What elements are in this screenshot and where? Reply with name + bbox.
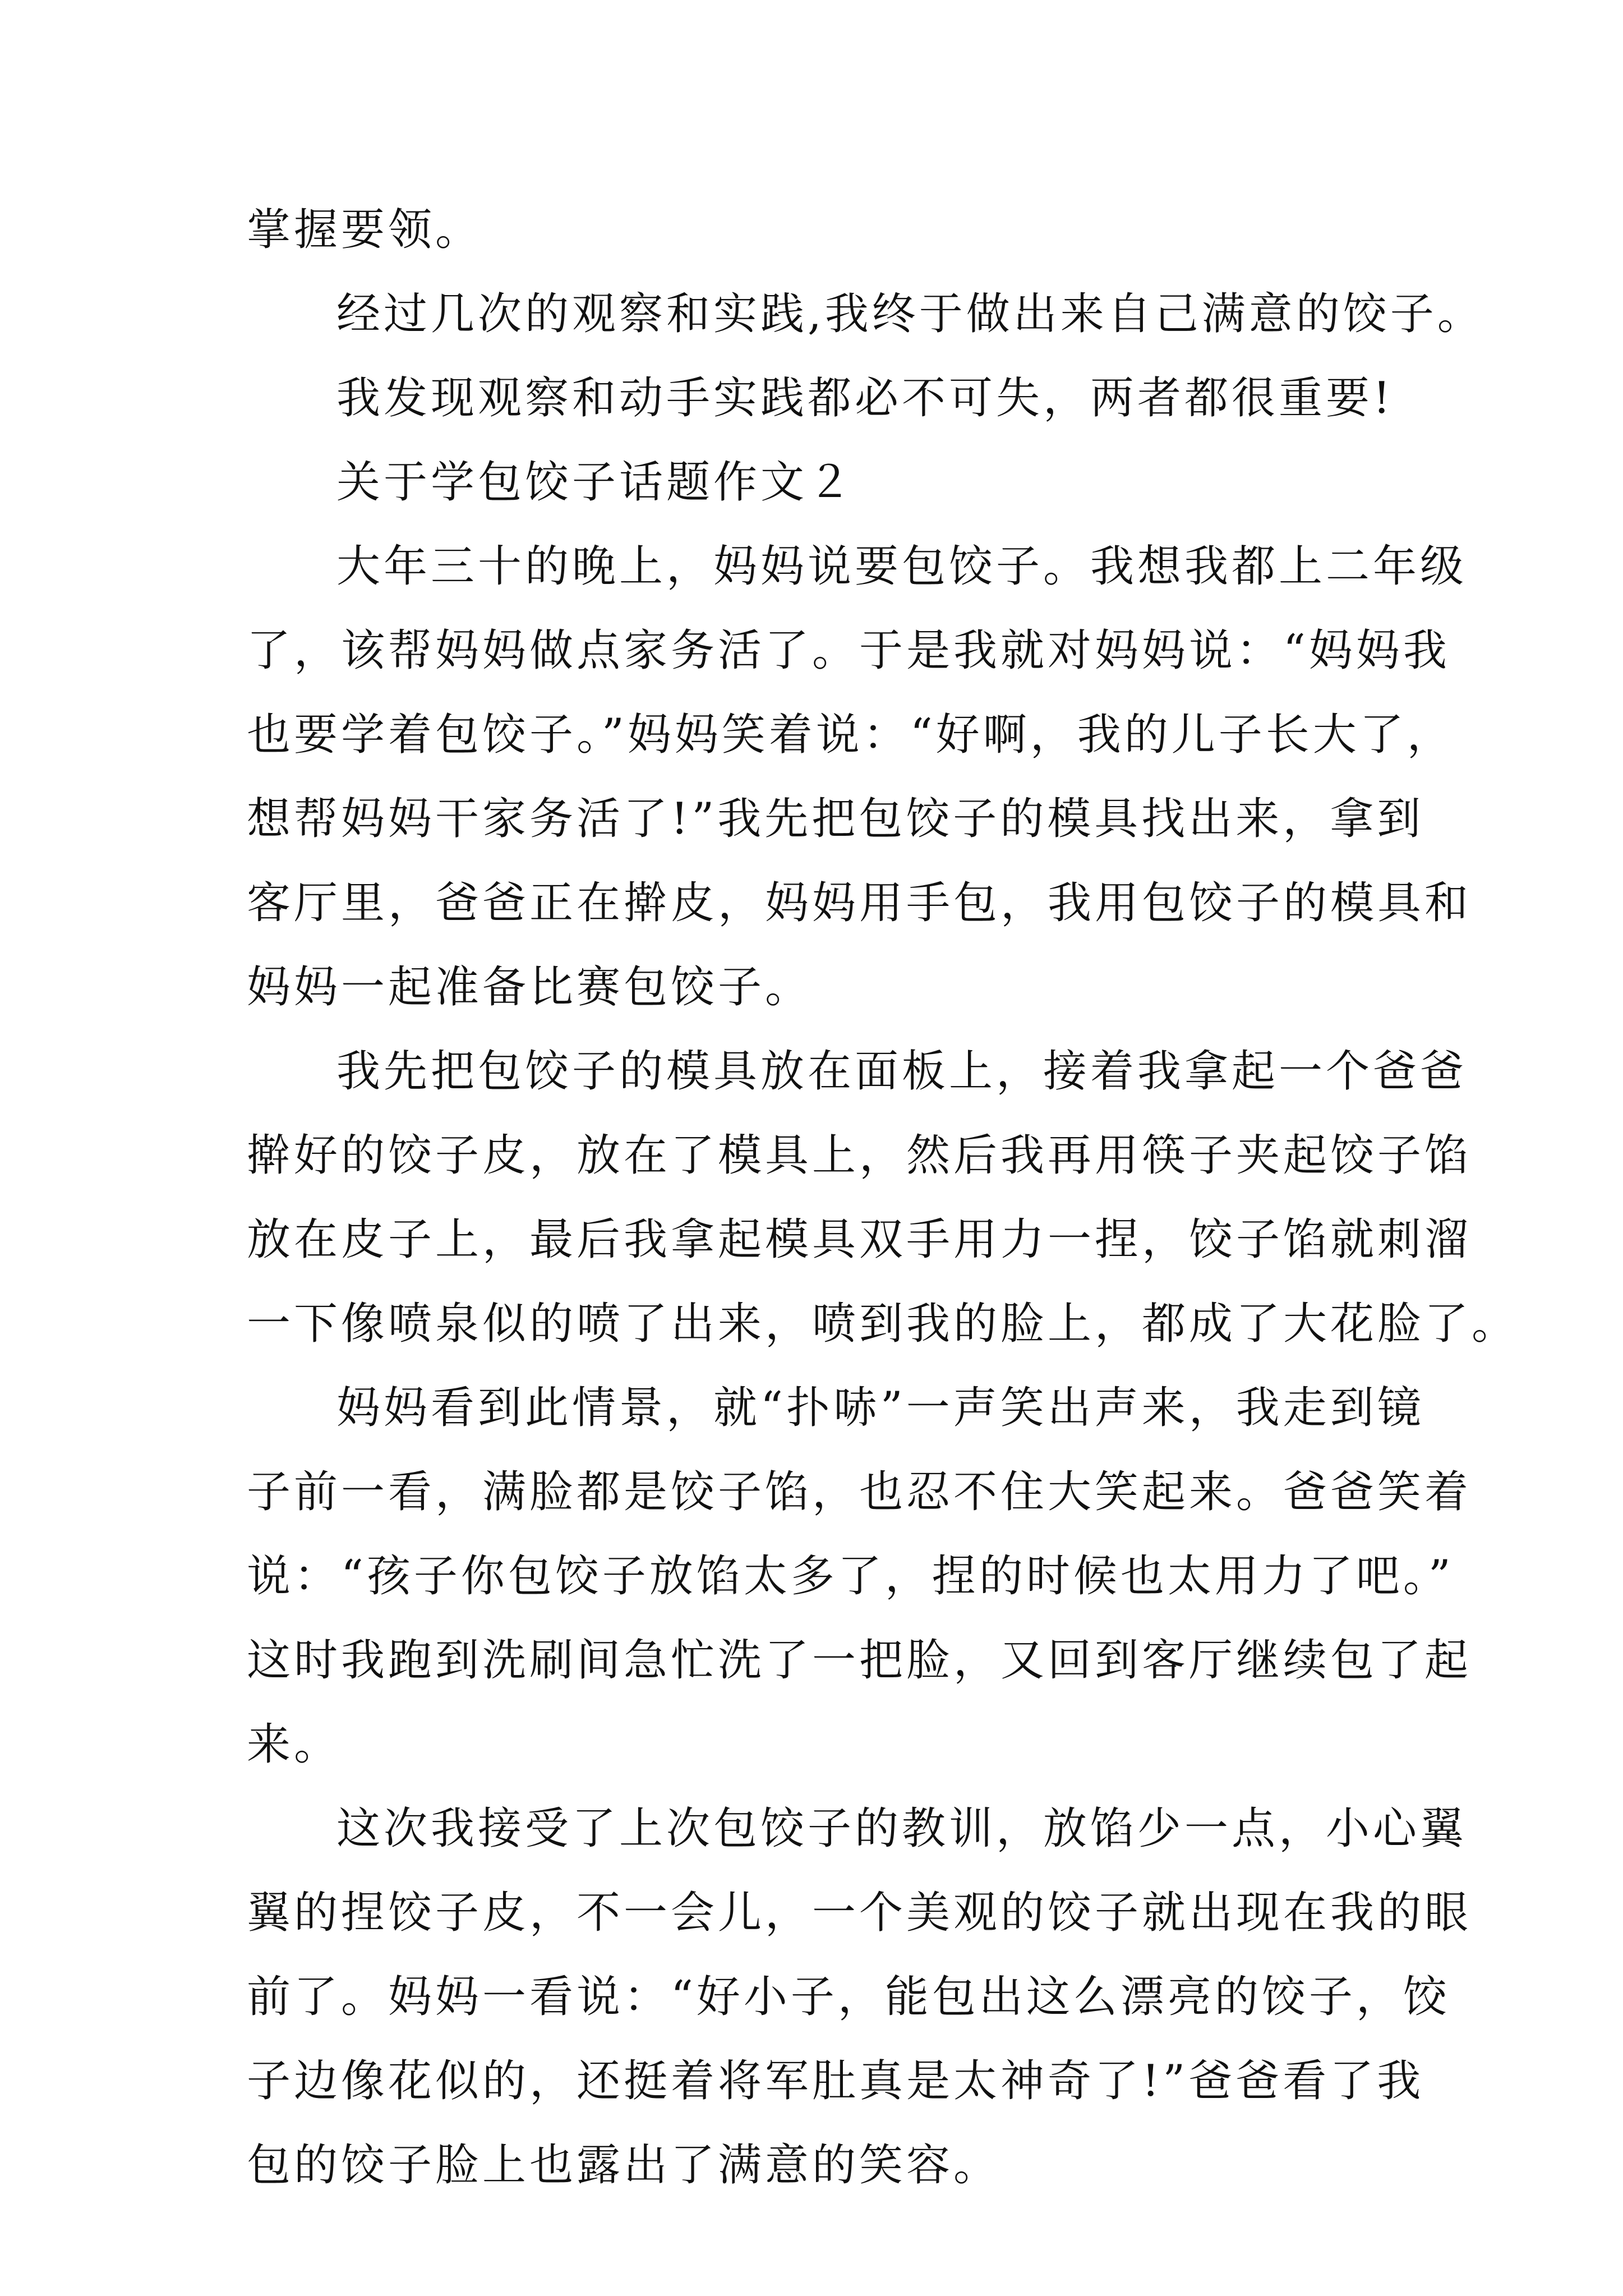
text-line: 客厅里，爸爸正在擀皮，妈妈用手包，我用包饺子的模具和 [247,878,1472,928]
text-line: 一下像喷泉似的喷了出来，喷到我的脸上，都成了大花脸了。 [247,1299,1519,1349]
text-line: 说：“孩子你包饺子放馅太多了，捏的时候也太用力了吧。” [247,1551,1454,1602]
text-line: 想帮妈妈干家务活了!”我先把包饺子的模具找出来，拿到 [247,794,1424,844]
text-line: 经过几次的观察和实践,我终于做出来自己满意的饺子。 [336,289,1484,339]
text-line: 前了。妈妈一看说：“好小子，能包出这么漂亮的饺子，饺 [247,1972,1450,2022]
text-line: 子边像花似的，还挺着将军肚真是太神奇了!”爸爸看了我 [247,2056,1424,2106]
text-line: 这次我接受了上次包饺子的教训，放馅少一点，小心翼 [336,1803,1468,1854]
text-line: 擀好的饺子皮，放在了模具上，然后我再用筷子夹起饺子馅 [247,1130,1472,1181]
text-line: 我先把包饺子的模具放在面板上，接着我拿起一个爸爸 [336,1046,1468,1097]
text-line: 我发现观察和动手实践都必不可失，两者都很重要! [336,373,1394,424]
text-line: 翼的捏饺子皮，不一会儿，一个美观的饺子就出现在我的眼 [247,1888,1472,1938]
text-line: 包的饺子脸上也露出了满意的笑容。 [247,2140,1001,2191]
text-line: 子前一看，满脸都是饺子馅，也忍不住大笑起来。爸爸笑着 [247,1467,1472,1517]
text-line: 大年三十的晚上，妈妈说要包饺子。我想我都上二年级 [336,541,1468,592]
text-line: 放在皮子上，最后我拿起模具双手用力一捏，饺子馅就刺溜 [247,1214,1472,1265]
section-heading: 关于学包饺子话题作文２ [336,457,855,508]
text-line: 了，该帮妈妈做点家务活了。于是我就对妈妈说：“妈妈我 [247,625,1450,676]
text-line: 也要学着包饺子。”妈妈笑着说：“好啊，我的儿子长大了， [247,710,1454,760]
text-line: 来。 [247,1719,342,1770]
text-line: 妈妈一起准备比赛包饺子。 [247,962,813,1013]
text-line: 妈妈看到此情景，就“扑哧”一声笑出声来，我走到镜 [336,1383,1424,1433]
text-line: 这时我跑到洗刷间急忙洗了一把脸，又回到客厅继续包了起 [247,1635,1472,1686]
text-line: 掌握要领。 [247,205,483,255]
